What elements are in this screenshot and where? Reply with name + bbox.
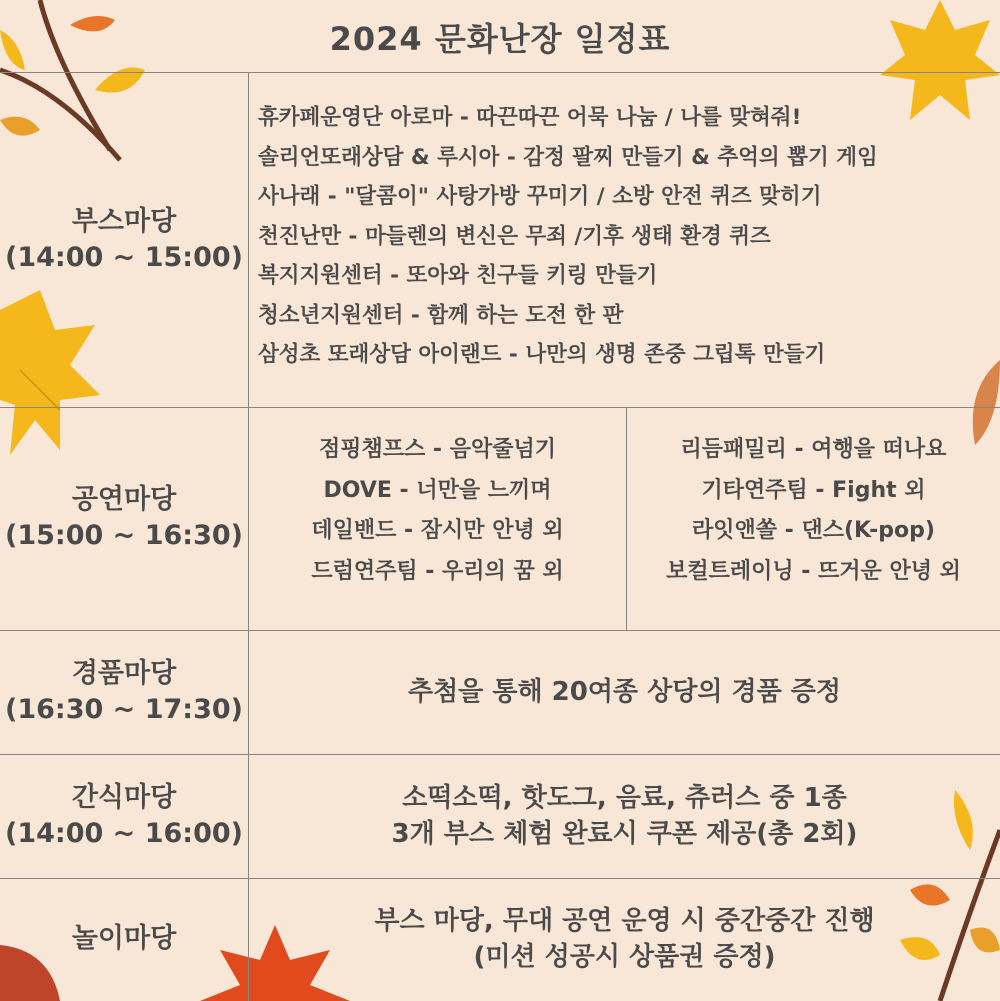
play-line-2: (미션 성공시 상품권 증정)	[473, 942, 776, 972]
page-title: 2024 문화난장 일정표	[329, 20, 671, 58]
section-name: 놀이마당	[71, 923, 177, 954]
section-name: 간식마당	[71, 782, 177, 813]
snack-description	[249, 780, 1000, 852]
section-time: (15:00 ~ 16:30)	[5, 520, 243, 551]
snack-line-2: 3개 부스 체험 완료시 쿠폰 제공(총 2회)	[391, 819, 858, 849]
list-item: 라잇앤쏠 - 댄스(K-pop)	[692, 518, 935, 543]
list-item: 사나래 - "달콤이" 사탕가방 꾸미기 / 소방 안전 퀴즈 맞히기	[258, 184, 822, 209]
grid-line	[0, 878, 1000, 879]
list-item: 복지지원센터 - 또아와 친구들 키링 만들기	[258, 263, 658, 288]
list-item: 기타연주팀 - Fight 외	[701, 477, 926, 503]
list-item: 점핑챔프스 - 음악줄넘기	[319, 437, 556, 462]
play-description	[249, 903, 1000, 975]
booth-list	[258, 98, 993, 375]
list-item: 리듬패밀리 - 여행을 떠나요	[680, 437, 947, 462]
section-time: (16:30 ~ 17:30)	[5, 694, 243, 725]
play-line-1: 부스 마당, 무대 공연 운영 시 중간중간 진행	[374, 906, 875, 936]
prize-description: 추첨을 통해 20여종 상당의 경품 증정	[407, 677, 842, 707]
section-time: (14:00 ~ 15:00)	[5, 242, 243, 273]
list-item: 솔리언또래상담 & 루시아 - 감정 팔찌 만들기 & 추억의 뽑기 게임	[258, 144, 878, 170]
section-label-booth	[0, 204, 248, 276]
list-item: 삼성초 또래상담 아이랜드 - 나만의 생명 존중 그립톡 만들기	[258, 342, 826, 367]
grid-line	[0, 630, 1000, 631]
section-label-prize	[0, 656, 248, 728]
list-item: 데일밴드 - 잠시만 안녕 외	[311, 518, 564, 543]
section-label-performance	[0, 482, 248, 554]
performance-list-right	[627, 430, 1000, 592]
list-item: 천진난만 - 마들렌의 변신은 무죄 /기후 생태 환경 퀴즈	[258, 223, 771, 249]
section-name: 부스마당	[71, 206, 177, 237]
list-item: 청소년지원센터 - 함께 하는 도전 한 판	[258, 302, 624, 328]
section-label-play	[0, 921, 248, 957]
maple-leaf-left-icon	[0, 290, 100, 480]
performance-list-left	[249, 430, 626, 592]
grid-line	[0, 72, 1000, 73]
snack-line-1: 소떡소떡, 핫도그, 음료, 츄러스 중 1종	[402, 783, 847, 813]
section-name: 경품마당	[71, 658, 177, 689]
grid-line	[0, 754, 1000, 755]
section-label-snack	[0, 780, 248, 852]
list-item: 드럼연주팀 - 우리의 꿈 외	[311, 558, 564, 584]
list-item: 보컬트레이닝 - 뜨거운 안녕 외	[666, 558, 961, 584]
section-time: (14:00 ~ 16:00)	[5, 818, 243, 849]
section-name: 공연마당	[71, 484, 177, 515]
grid-line	[0, 407, 1000, 408]
list-item: DOVE - 너만을 느끼며	[323, 477, 552, 503]
list-item: 휴카페운영단 아로마 - 따끈따끈 어묵 나눔 / 나를 맞혀줘!	[258, 105, 802, 130]
